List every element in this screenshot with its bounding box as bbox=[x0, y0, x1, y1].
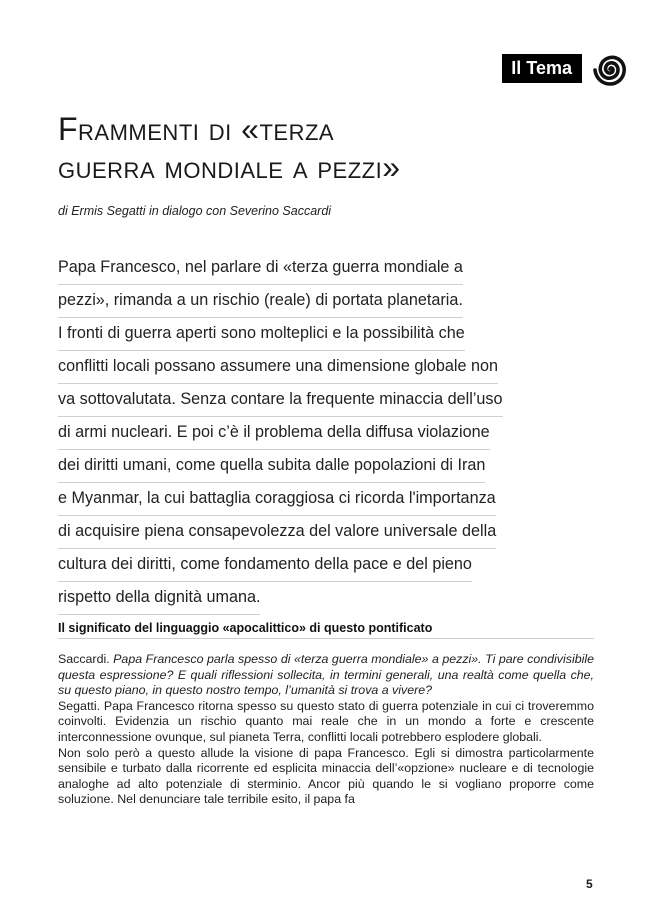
title-line: Frammenti di «terza bbox=[58, 111, 335, 147]
intro-line: rispetto della dignità umana. bbox=[58, 582, 260, 615]
intro-line: di acquisire piena consapevolezza del valore universale della bbox=[58, 516, 496, 549]
title-line: guerra mondiale a pezzi» bbox=[58, 149, 401, 185]
intro-line: dei diritti umani, come quella subita dalle popolazioni di Iran bbox=[58, 450, 485, 483]
section-heading: Il significato del linguaggio «apocalittico» di questo pontificato bbox=[58, 621, 594, 639]
intro-line: cultura dei diritti, come fondamento della pace e del pieno bbox=[58, 549, 472, 582]
spiral-icon bbox=[590, 48, 630, 88]
intro-line: di armi nucleari. E poi c’è il problema della diffusa violazione bbox=[58, 417, 490, 450]
article-body bbox=[58, 652, 594, 808]
section-tag bbox=[502, 48, 630, 88]
intro-line: va sottovalutata. Senza contare la frequente minaccia dell’uso bbox=[58, 384, 503, 417]
byline: di Ermis Segatti in dialogo con Severino Saccardi bbox=[58, 204, 332, 218]
intro-line: Papa Francesco, nel parlare di «terza guerra mondiale a bbox=[58, 252, 463, 285]
question-text: Papa Francesco parla spesso di «terza guerra mondiale» a pezzi». Ti pare condivisibile questa espressione? E quali riflessioni sollecita, in termini generali, una realtà come quella che, su questo piano, in questo nostro tempo, l’umanità si trova a vivere? bbox=[58, 652, 594, 698]
paragraph: Segatti. Papa Francesco ritorna spesso su questo stato di guerra potenziale in cui ci troveremmo coinvolti. Evidenzia un rischio quanto mai reale che in un mondo a forte e crescente interconnessione ovunque, sul pianeta Terra, conflitti locali potrebbero esplodere globali. bbox=[58, 698, 594, 744]
article-title bbox=[58, 110, 618, 186]
intro-line: conflitti locali possano assumere una dimensione globale non bbox=[58, 351, 498, 384]
section-label: Il Tema bbox=[502, 54, 582, 83]
intro-line: pezzi», rimanda a un rischio (reale) di portata planetaria. bbox=[58, 285, 463, 318]
paragraph: Non solo però a questo allude la visione di papa Francesco. Egli si dimostra particolarmente sensibile e turbato dalla ricorrente ed esplicita minaccia dell’«opzione» nucleare e di tecnologie analoghe ad alto potenziale di sterminio. Ancor più quando le si vogliano proporre come soluzione. Nel denunciare tale terribile esito, il papa fa bbox=[58, 745, 594, 807]
intro-line: I fronti di guerra aperti sono molteplici e la possibilità che bbox=[58, 318, 465, 351]
page-number: 5 bbox=[586, 877, 593, 891]
speaker-name: Saccardi. bbox=[58, 652, 110, 666]
intro-lead bbox=[58, 252, 578, 615]
paragraph bbox=[58, 652, 594, 699]
intro-line: e Myanmar, la cui battaglia coraggiosa ci ricorda l'importanza bbox=[58, 483, 496, 516]
